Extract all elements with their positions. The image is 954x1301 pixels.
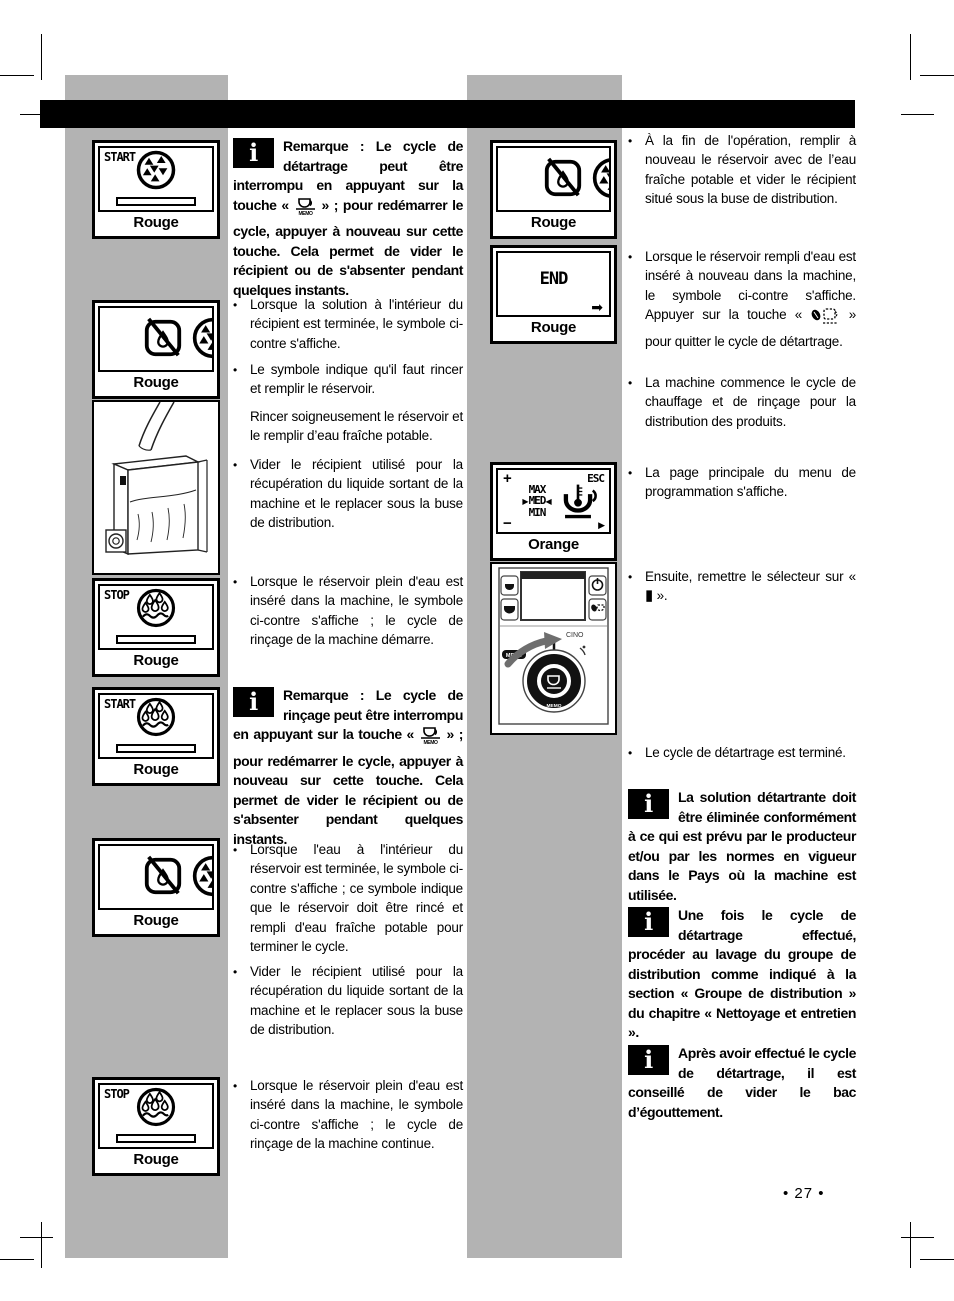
descaling-symbol-partial-icon [191,854,214,898]
bullet-text: Ensuite, remettre le sélecteur sur « [645,569,856,584]
display-start-rinse [92,687,220,786]
note-brew-group-wash [628,906,856,1043]
display-screen [98,584,214,650]
display-stop-rinse-2 [92,1077,220,1176]
minus-label: − [503,515,512,532]
bullet-programming-menu [628,463,856,502]
paragraph-rincer [233,407,463,446]
no-water-symbol-icon [542,157,584,199]
progress-bar [116,1134,196,1143]
display-status-text: START [104,697,136,711]
svg-text:CINO: CINO [566,632,584,639]
bullet-text: Le symbole indique qu'il faut rincer et remplir le réservoir. [250,362,463,397]
display-color-label: Rouge [133,912,179,929]
bullet-marker: • [628,570,633,584]
display-status-text: STOP [104,1087,129,1101]
med-label: MED [528,494,546,507]
plus-label: + [503,470,512,487]
crop-mark [20,1237,53,1238]
bullet-text: Le cycle de détartrage est terminé. [645,745,846,760]
bullet-descaling-finished [628,743,856,763]
display-color-label: Orange [528,536,579,553]
bullet-marker: • [628,746,633,760]
bullet-text: Vider le récipient utilisé pour la récupération du liquide sortant de la machine et le replacer sous la buse de distribution. [250,457,463,531]
progress-bar [116,197,196,206]
bullet-rinse-fill [233,360,463,399]
right-pointer-icon: ◀ [545,497,552,506]
water-tank-illustration [92,400,220,575]
svg-text:MEMO: MEMO [298,210,313,217]
display-screen [98,306,214,372]
crop-mark [0,75,34,76]
display-no-water-3 [490,140,617,239]
rinse-drops-symbol-icon [135,1086,177,1128]
display-color-label: Rouge [133,374,179,391]
crop-mark [910,1222,911,1268]
bullet-tank-inserted-continues [233,1076,463,1154]
display-screen [496,251,611,317]
bullet-marker: • [628,134,633,148]
bullet-text: » pour quitter le cycle de détartrage. [645,307,856,349]
bullet-heating-rinse-cycle [628,373,856,431]
bullet-refill-tank [628,131,856,209]
display-color-label: Rouge [133,1151,179,1168]
display-color-label: Rouge [133,761,179,778]
selector-position-icon: ▮ [645,587,654,605]
bullet-water-finished [233,840,463,956]
left-pointer-icon: ▶ [522,497,529,506]
bullet-marker: • [628,376,633,390]
crop-mark [41,34,42,80]
descaling-symbol-partial-icon [191,316,214,360]
right-arrow-icon: ➡ [591,299,603,315]
bullet-marker: • [233,843,238,857]
display-screen [98,693,214,759]
note-rinse-interrupt [233,686,463,849]
bullet-empty-container-1 [233,455,463,533]
note-solution-disposal [628,788,856,905]
note-descaling-interrupt [233,137,463,300]
min-label: MIN [528,506,546,519]
display-color-label: Rouge [530,319,577,336]
bullet-marker: • [233,363,238,377]
bullet-marker: • [233,965,238,979]
info-icon: i [628,907,669,937]
note-text: Remarque : Le cycle de détartrage peut être interrompu en appuyant sur la touche « [233,138,463,213]
bullet-text: Lorsque la solution à l'intérieur du récipient est terminée, le symbole ci-contre s'affiche. [250,297,463,351]
display-color-label: Rouge [530,214,577,231]
bullet-marker: • [233,575,238,589]
info-icon: i [628,1045,669,1075]
crop-mark [0,1259,34,1260]
rinse-drops-symbol-icon [135,696,177,738]
no-water-symbol-icon [142,317,184,359]
display-status-text: STOP [104,588,129,602]
svg-text:MEMO: MEMO [546,704,562,709]
display-color-label: Rouge [133,652,179,669]
note-text: Après avoir effectué le cycle de détartrage, il est conseillé de vider le bac d’égouttement. [628,1045,856,1120]
esc-label: ESC [587,472,604,485]
bean-cup-button-icon [810,306,840,331]
water-tank-drawing [94,402,218,568]
bullet-solution-finished [233,295,463,353]
note-text: Une fois le cycle de détartrage effectué, procéder au lavage du groupe de distribution comme indiqué à la section « Groupe de distribution » du chapitre « Nettoyage et entretien ». [628,907,856,1040]
crop-mark [901,114,934,115]
max-label: MAX [528,483,546,496]
display-screen [98,146,214,212]
svg-text:MEMO: MEMO [423,740,438,746]
bullet-text: Lorsque le réservoir plein d'eau est inséré dans la machine, le symbole ci-contre s'affiche ; le cycle de rinçage de la machine démarre. [250,574,463,648]
info-icon: i [233,687,274,717]
bullet-marker: • [233,1079,238,1093]
display-screen [98,844,214,910]
machine-drawing [492,564,615,728]
temp-level-stack [510,484,564,518]
crop-mark [41,1222,42,1268]
page-number: • 27 • [783,1185,825,1202]
display-no-water-1 [92,300,220,399]
rinse-drops-symbol-icon [135,587,177,629]
bullet-text: ». [653,588,668,604]
crop-mark [920,75,954,76]
display-screen [496,468,611,534]
next-arrow-icon: ▶ [598,520,605,530]
display-end [490,245,617,344]
bullet-tank-inserted-starts [233,572,463,650]
crop-mark [901,1237,934,1238]
bullet-text: À la fin de l'opération, remplir à nouveau le réservoir avec de l’eau fraîche potable et vider le récipient situé sous la buse de distribution. [645,133,856,207]
svg-text:MENU: MENU [505,653,523,659]
bullet-text: Lorsque le réservoir plein d'eau est inséré dans la machine, le symbole ci-contre s'affiche ; le cycle de rinçage de la machine continue. [250,1078,463,1152]
crop-mark [910,34,911,80]
note-text: » ; pour redémarrer le cycle, appuyer à nouveau sur cette touche. Cela permet de vider le récipient ou de s'absenter pendant quelques instants. [233,726,463,847]
note-text: » ; pour redémarrer le cycle, appuyer à nouveau sur cette touche. Cela permet de vider le récipient ou de s'absenter pendant quelques instants. [233,196,463,298]
no-water-symbol-icon [142,855,184,897]
chapter-header-bar [40,100,855,128]
bullet-text: Vider le récipient utilisé pour la récupération du liquide sortant de la machine et le replacer sous la buse de distribution. [250,964,463,1038]
display-screen [98,1083,214,1149]
bullet-text: Lorsque le réservoir rempli d'eau est inséré à nouveau dans la machine, le symbole ci-contre s'affiche. Appuyer sur la touche « [645,249,856,323]
bullet-empty-container-2 [233,962,463,1040]
display-status-text: START [104,150,136,164]
display-screen [496,146,611,212]
bullet-marker: • [628,466,633,480]
bullet-marker: • [628,250,633,264]
note-drip-tray [628,1044,856,1122]
coffee-memo-button-icon [419,725,442,752]
bullet-text: La page principale du menu de programmation s'affiche. [645,465,856,500]
bullet-exit-descaling [628,247,856,351]
temperature-cup-icon [559,482,597,520]
display-no-water-2 [92,838,220,937]
info-icon: i [233,138,274,168]
bullet-reset-selector [628,567,856,606]
display-stop-rinse-1 [92,578,220,677]
note-text: La solution détartrante doit être éliminée conformément à ce qui est prévu par le producteur et/ou par les normes en vigueur dans le Pays où la machine est utilisée. [628,789,856,903]
machine-panel-illustration [490,562,617,735]
bullet-text: Lorsque l'eau à l'intérieur du réservoir est terminée, le symbole ci-contre s'affiche ; ce symbole indique que le réservoir doit être rincé et rempli d'eau fraîche potable pour terminer le cycle. [250,842,463,955]
paragraph-text: Rincer soigneusement le réservoir et le remplir d’eau fraîche potable. [250,409,463,444]
display-status-text: END [539,269,568,289]
display-temperature-menu [490,462,617,561]
crop-mark [920,1259,954,1260]
display-color-label: Rouge [133,214,179,231]
display-start-descaling [92,140,220,239]
progress-bar [116,635,196,644]
descaling-symbol-icon [135,149,177,191]
bullet-marker: • [233,298,238,312]
coffee-memo-button-icon [294,196,317,223]
note-text: Remarque : Le cycle de rinçage peut être interrompu en appuyant sur la touche « [233,687,463,742]
progress-bar [116,744,196,753]
info-icon: i [628,789,669,819]
descaling-symbol-partial-icon [591,156,611,200]
bullet-text: La machine commence le cycle de chauffage et de rinçage pour la distribution des produits. [645,375,856,429]
bullet-marker: • [233,458,238,472]
